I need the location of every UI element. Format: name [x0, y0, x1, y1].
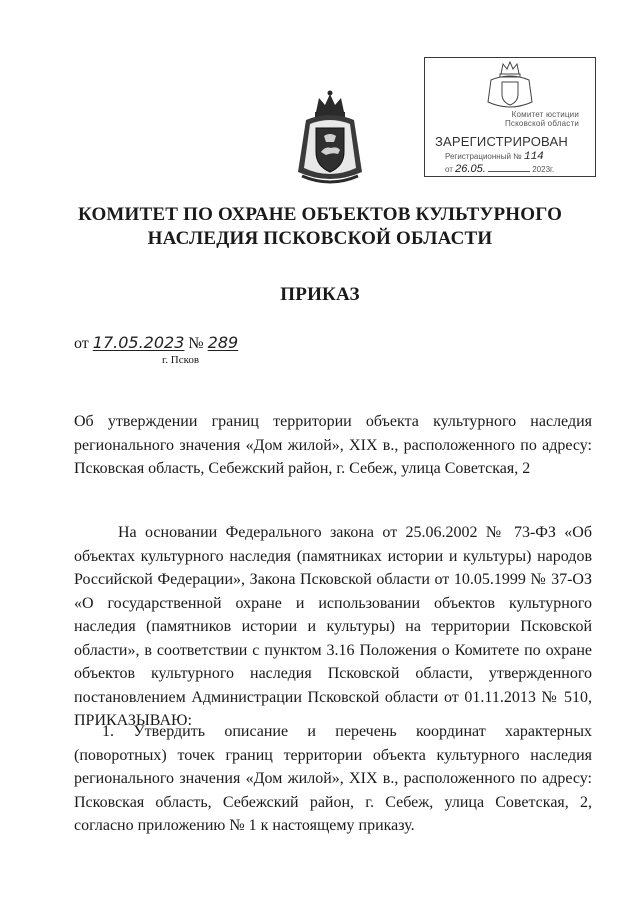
stamp-reg-number: 114 [523, 151, 544, 163]
registration-stamp [424, 57, 596, 177]
document-type: ПРИКАЗ [280, 284, 360, 305]
coat-of-arms-icon [292, 88, 368, 188]
stamp-registered-label: ЗАРЕГИСТРИРОВАН [435, 134, 568, 149]
order-number: 289 [207, 333, 239, 352]
stamp-date-prefix: от [445, 165, 453, 174]
order-date-prefix: от [74, 335, 89, 352]
stamp-org-line2: Псковской области [504, 119, 579, 128]
committee-name-line1: КОМИТЕТ ПО ОХРАНЕ ОБЪЕКТОВ КУЛЬТУРНОГО [77, 204, 563, 225]
order-item-1: 1. Утвердить описание и перечень координат характерных (поворотных) точек границ территории объекта культурного наследия регионального значения «Дом жилой», XIX в., расположенного по адресу: Псковская область, Себежский район, г. Себеж, улица Советская, 2, согласно приложению № 1 к настоящему приказу. [74, 723, 592, 834]
stamp-date-row [445, 163, 554, 175]
stamp-org-line1: Комитет юстиции [511, 110, 579, 119]
stamp-reg-number-row [445, 151, 544, 163]
order-date: 17.05.2023 [92, 333, 185, 352]
stamp-emblem-icon [483, 60, 537, 110]
stamp-date: 26.05. [455, 163, 486, 175]
order-subject: Об утверждении границ территории объекта культурного наследия регионального значения «Дом жилой», XIX в., расположенного по адресу: Псковская область, Себежский район, г. Себеж, улица Советская, 2 [74, 413, 592, 477]
stamp-year: 2023г. [532, 165, 555, 174]
order-number-prefix: № [188, 335, 204, 352]
order-date-number [74, 333, 238, 353]
order-city: г. Псков [162, 354, 200, 366]
committee-name-line2: НАСЛЕДИЯ ПСКОВСКОЙ ОБЛАСТИ [147, 228, 493, 249]
order-basis: На основании Федерального закона от 25.06.2002 № 73-ФЗ «Об объектах культурного наследия (памятниках истории и культуры) народов Российской Федерации», Закона Псковской области от 10.05.1999 № 37-ОЗ «О государственной охране и использовании объектов культурного наследия (памятников истории и культуры) на территории Псковской области», в соответствии с пунктом 3.16 Положения о Комитете по охране объектов культурного наследия Псковской области, утвержденного постановлением Администрации Псковской области от 01.11.2013 № 510, ПРИКАЗЫВАЮ: [74, 524, 592, 729]
stamp-reg-number-label: Регистрационный № [445, 152, 522, 161]
